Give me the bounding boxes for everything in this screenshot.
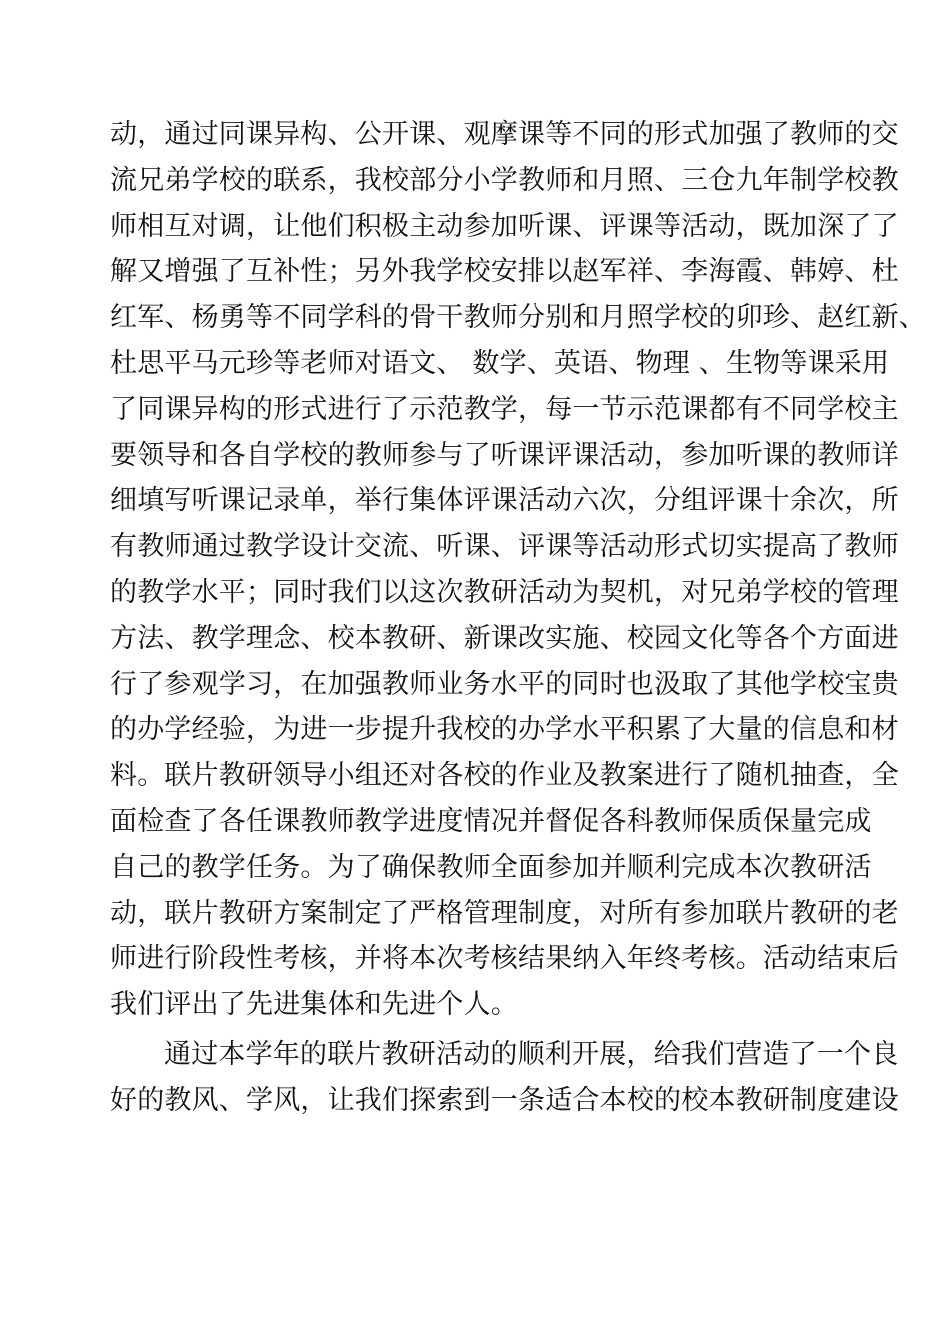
- text-line: 好的教风、学风，让我们探索到一条适合本校的校本教研制度建设: [110, 1084, 899, 1116]
- body-text: [110, 112, 926, 1124]
- text-line: 通过本学年的联片教研活动的顺利开展，给我们营造了一个良: [164, 1038, 899, 1070]
- text-line: 流兄弟学校的联系，我校部分小学教师和月照、三仓九年制学校教: [110, 164, 899, 196]
- paragraph-2: [110, 1032, 899, 1124]
- text-line: 有教师通过教学设计交流、听课、评课等活动形式切实提高了教师: [110, 531, 899, 563]
- text-line: 我们评出了先进集体和先进个人。: [110, 989, 518, 1021]
- text-line: 解又增强了互补性；另外我学校安排以赵军祥、李海霞、韩婷、杜: [110, 256, 899, 288]
- text-line: 料。联片教研领导小组还对各校的作业及教案进行了随机抽查，全: [110, 760, 899, 792]
- text-line: 师相互对调，让他们积极主动参加听课、评课等活动，既加深了了: [110, 210, 899, 242]
- text-line: 面检查了各任课教师教学进度情况并督促各科教师保质保量完成: [110, 805, 872, 837]
- text-line: 红军、杨勇等不同学科的骨干教师分别和月照学校的卯珍、赵红新、: [110, 302, 926, 334]
- text-line: 师进行阶段性考核，并将本次考核结果纳入年终考核。活动结束后: [110, 943, 899, 975]
- text-line: 行了参观学习，在加强教师业务水平的同时也汲取了其他学校宝贵: [110, 668, 899, 700]
- paragraph-1: [110, 112, 926, 1028]
- text-line: 的教学水平；同时我们以这次教研活动为契机，对兄弟学校的管理: [110, 576, 899, 608]
- text-line: 要领导和各自学校的教师参与了听课评课活动，参加听课的教师详: [110, 439, 899, 471]
- text-line: 自己的教学任务。为了确保教师全面参加并顺利完成本次教研活: [110, 851, 872, 883]
- text-line: 的办学经验，为进一步提升我校的办学水平积累了大量的信息和材: [110, 714, 899, 746]
- text-line: 了同课异构的形式进行了示范教学，每一节示范课都有不同学校主: [110, 393, 899, 425]
- text-line: 动，联片教研方案制定了严格管理制度，对所有参加联片教研的老: [110, 897, 899, 929]
- text-line: 方法、教学理念、校本教研、新课改实施、校园文化等各个方面进: [110, 622, 899, 654]
- text-line: 杜思平马元珍等老师对语文、 数学、英语、物理 、生物等课采用: [110, 347, 890, 379]
- text-line: 细填写听课记录单，举行集体评课活动六次，分组评课十余次，所: [110, 485, 899, 517]
- text-line: 动，通过同课异构、公开课、观摩课等不同的形式加强了教师的交: [110, 119, 899, 150]
